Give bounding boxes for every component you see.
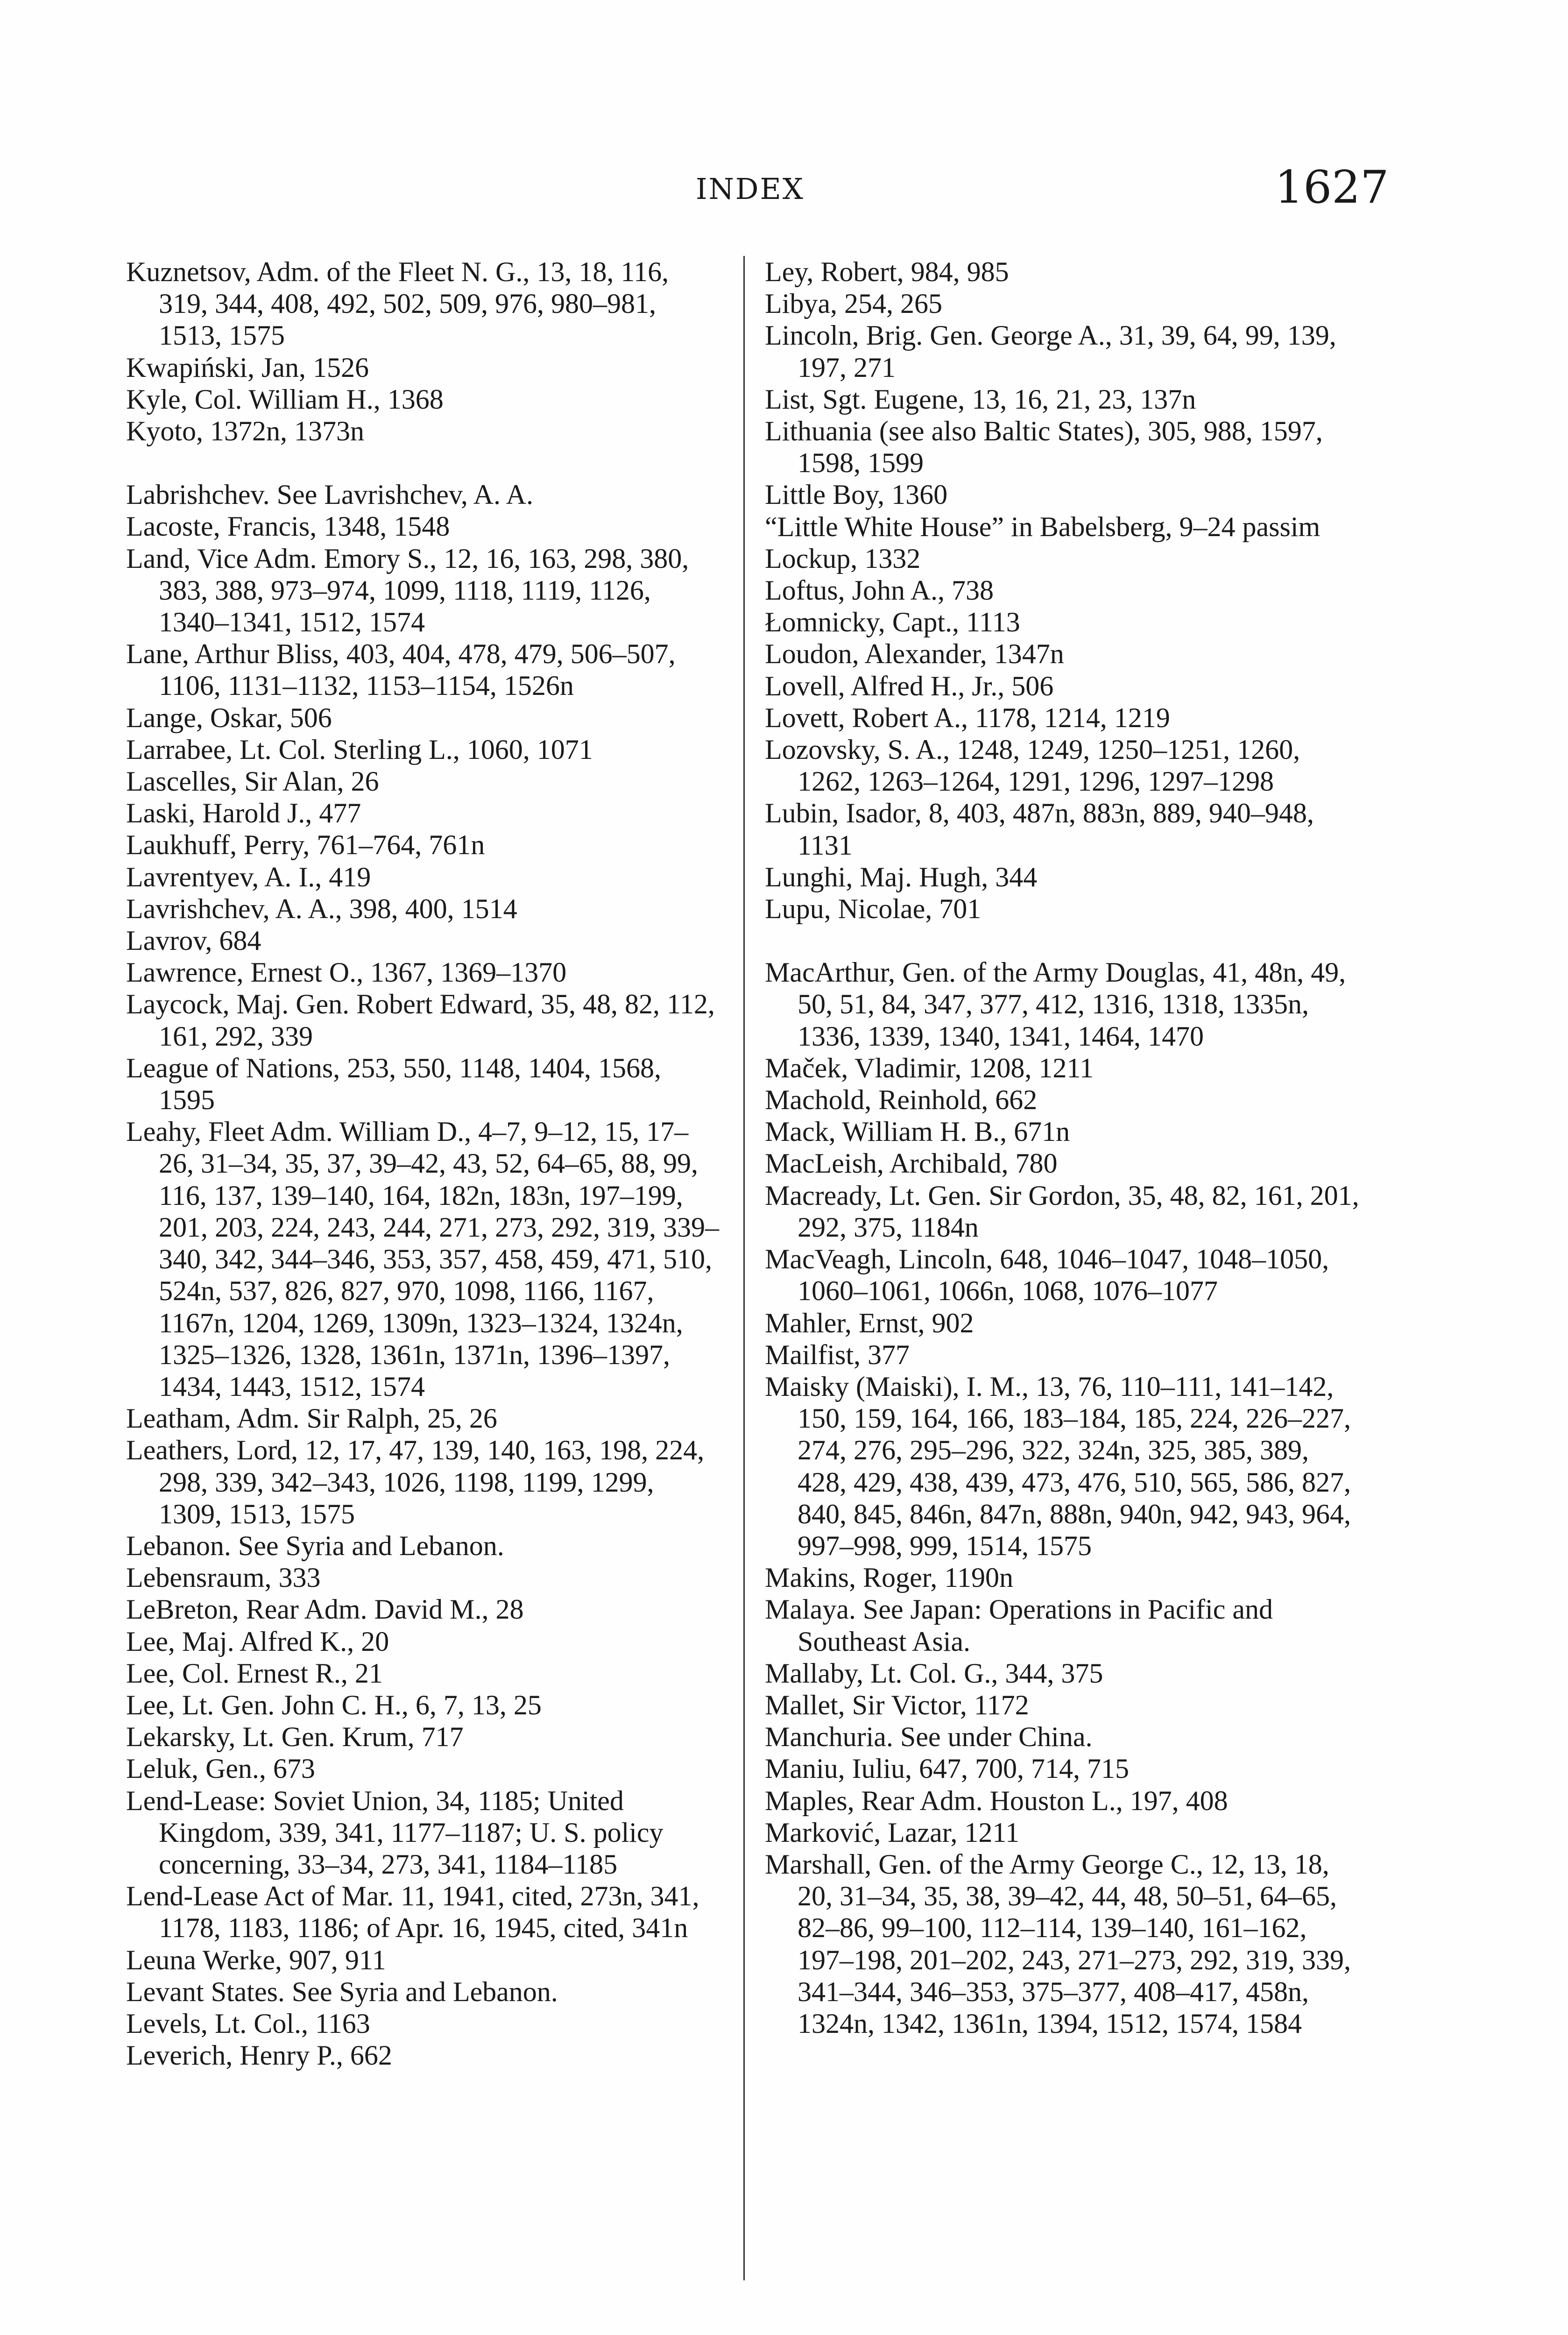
index-entry: Labrishchev. See Lavrishchev, A. A. [126,479,533,510]
index-entry: Lavrov, 684 [126,925,261,956]
index-entry: Laski, Harold J., 477 [126,798,361,829]
index-entry: Makins, Roger, 1190n [765,1562,1014,1593]
index-entry: Lee, Col. Ernest R., 21 [126,1657,383,1689]
index-entry: Lebensraum, 333 [126,1562,321,1593]
index-entry: MacVeagh, Lincoln, 648, 1046–1047, 1048–1050, 1060–1061, 1066n, 1068, 1076–1077 [765,1244,1329,1307]
index-entry: List, Sgt. Eugene, 13, 16, 21, 23, 137n [765,383,1196,415]
index-entry: Lee, Lt. Gen. John C. H., 6, 7, 13, 25 [126,1689,542,1720]
index-entry: Lend-Lease: Soviet Union, 34, 1185; United Kingdom, 339, 341, 1177–1187; U. S. policy concerning, 33–34, 273, 341, 1184–1185 [126,1785,664,1880]
index-entry: Maisky (Maiski), I. M., 13, 76, 110–111, 141–142, 150, 159, 164, 166, 183–184, 185, 224, 226–227, 274, 276, 295–296, 322, 324n, 325, 385, 389, 428, 429, 438, 439, 473, 476, 510, 565, 586, 827, 840, 845, 846n, 847n, 888n, 940n, 942, 943, 964, 997–998, 999, 1514, 1575 [765,1371,1351,1561]
index-entry: Lange, Oskar, 506 [126,702,332,733]
index-entry: Mack, William H. B., 671n [765,1116,1070,1147]
index-entry: LeBreton, Rear Adm. David M., 28 [126,1594,524,1625]
index-entry: “Little White House” in Babelsberg, 9–24 passim [765,511,1321,542]
index-entry: Laukhuff, Perry, 761–764, 761n [126,829,485,861]
index-entry: Larrabee, Lt. Col. Sterling L., 1060, 1071 [126,734,593,765]
index-entry: MacLeish, Archibald, 780 [765,1148,1058,1179]
index-entry: Maček, Vladimir, 1208, 1211 [765,1052,1094,1083]
index-entry: Laycock, Maj. Gen. Robert Edward, 35, 48, 82, 112, 161, 292, 339 [126,989,715,1052]
index-entry: Libya, 254, 265 [765,288,942,319]
index-entry: Lupu, Nicolae, 701 [765,893,982,925]
index-entry: Manchuria. See under China. [765,1721,1093,1753]
index-entry: Łomnicky, Capt., 1113 [765,607,1020,638]
index-entry: Levant States. See Syria and Lebanon. [126,1976,558,2007]
index-entry: Lithuania (see also Baltic States), 305, 988, 1597, 1598, 1599 [765,416,1323,479]
page-number: 1627 [1275,161,1389,213]
index-entry: Mallaby, Lt. Col. G., 344, 375 [765,1657,1103,1689]
index-entry: Leatham, Adm. Sir Ralph, 25, 26 [126,1403,497,1434]
index-entry: Lebanon. See Syria and Lebanon. [126,1530,504,1561]
index-entry: Mailfist, 377 [765,1339,910,1370]
index-entry: MacArthur, Gen. of the Army Douglas, 41, 48n, 49, 50, 51, 84, 347, 377, 412, 1316, 1318, 1335n, 1336, 1339, 1340, 1341, 1464, 1470 [765,957,1346,1052]
section-gap [126,447,721,479]
index-entry: Kwapiński, Jan, 1526 [126,352,369,383]
running-header: INDEX [696,172,805,206]
index-entry: Lekarsky, Lt. Gen. Krum, 717 [126,1721,464,1753]
index-entry: Leverich, Henry P., 662 [126,2040,392,2071]
index-entry: Lovett, Robert A., 1178, 1214, 1219 [765,702,1170,733]
index-entry: Leahy, Fleet Adm. William D., 4–7, 9–12, 15, 17–26, 31–34, 35, 37, 39–42, 43, 52, 64–65, 88, 99, 116, 137, 139–140, 164, 182n, 183n, 197–199, 201, 203, 224, 243, 244, 271, 273, 292, 319, 339–340, 342, 344–346, 353, 357, 458, 459, 471, 510, 524n, 537, 826, 827, 970, 1098, 1166, 1167, 1167n, 1204, 1269, 1309n, 1323–1324, 1324n, 1325–1326, 1328, 1361n, 1371n, 1396–1397, 1434, 1443, 1512, 1574 [126,1116,719,1402]
index-entry: Lawrence, Ernest O., 1367, 1369–1370 [126,957,567,988]
index-entry: League of Nations, 253, 550, 1148, 1404, 1568, 1595 [126,1052,661,1116]
index-column-left [126,256,721,2071]
index-entry: Maniu, Iuliu, 647, 700, 714, 715 [765,1753,1129,1784]
index-entry: Lavrishchev, A. A., 398, 400, 1514 [126,893,517,924]
index-entry: Lockup, 1332 [765,543,921,574]
index-entry: Lacoste, Francis, 1348, 1548 [126,511,450,542]
index-entry: Kuznetsov, Adm. of the Fleet N. G., 13, 18, 116, 319, 344, 408, 492, 502, 509, 976, 980–981, 1513, 1575 [126,256,669,351]
index-entry: Kyle, Col. William H., 1368 [126,383,444,415]
index-entry: Lascelles, Sir Alan, 26 [126,766,379,797]
index-entry: Lee, Maj. Alfred K., 20 [126,1626,389,1657]
index-entry: Leathers, Lord, 12, 17, 47, 139, 140, 163, 198, 224, 298, 339, 342–343, 1026, 1198, 1199, 1299, 1309, 1513, 1575 [126,1435,705,1529]
index-entry: Ley, Robert, 984, 985 [765,256,1009,287]
index-entry: Kyoto, 1372n, 1373n [126,416,364,447]
index-entry: Mahler, Ernst, 902 [765,1307,974,1338]
index-entry: Maples, Rear Adm. Houston L., 197, 408 [765,1785,1228,1816]
index-entry: Marshall, Gen. of the Army George C., 12, 13, 18, 20, 31–34, 35, 38, 39–42, 44, 48, 50–51, 64–65, 82–86, 99–100, 112–114, 139–140, 161–162, 197–198, 201–202, 243, 271–273, 292, 319, 339, 341–344, 346–353, 375–377, 408–417, 458n, 1324n, 1342, 1361n, 1394, 1512, 1574, 1584 [765,1848,1351,2039]
index-entry: Macready, Lt. Gen. Sir Gordon, 35, 48, 82, 161, 201, 292, 375, 1184n [765,1180,1359,1243]
index-entry: Lane, Arthur Bliss, 403, 404, 478, 479, 506–507, 1106, 1131–1132, 1153–1154, 1526n [126,638,676,701]
index-entry: Leuna Werke, 907, 911 [126,1944,386,1975]
index-entry: Lovell, Alfred H., Jr., 506 [765,670,1054,701]
index-entry: Lubin, Isador, 8, 403, 487n, 883n, 889, 940–948, 1131 [765,798,1314,861]
index-entry: Marković, Lazar, 1211 [765,1817,1020,1848]
index-entry: Lend-Lease Act of Mar. 11, 1941, cited, 273n, 341, 1178, 1183, 1186; of Apr. 16, 1945, cited, 341n [126,1881,699,1944]
index-entry: Loudon, Alexander, 1347n [765,638,1064,670]
index-entry: Loftus, John A., 738 [765,575,994,606]
index-entry: Lavrentyev, A. I., 419 [126,861,371,892]
index-entry: Lozovsky, S. A., 1248, 1249, 1250–1251, 1260, 1262, 1263–1264, 1291, 1296, 1297–1298 [765,734,1300,797]
index-entry: Levels, Lt. Col., 1163 [126,2008,370,2039]
index-entry: Malaya. See Japan: Operations in Pacific and Southeast Asia. [765,1594,1273,1657]
index-entry: Land, Vice Adm. Emory S., 12, 16, 163, 298, 380, 383, 388, 973–974, 1099, 1118, 1119, 1126, 1340–1341, 1512, 1574 [126,543,689,638]
index-entry: Machold, Reinhold, 662 [765,1084,1038,1116]
index-column-right [765,256,1363,2039]
index-entry: Leluk, Gen., 673 [126,1753,315,1784]
section-gap [765,925,1363,956]
index-entry: Lunghi, Maj. Hugh, 344 [765,861,1038,892]
index-entry: Little Boy, 1360 [765,479,948,510]
index-entry: Mallet, Sir Victor, 1172 [765,1689,1029,1720]
index-entry: Lincoln, Brig. Gen. George A., 31, 39, 64, 99, 139, 197, 271 [765,320,1336,383]
column-divider [743,256,745,2280]
